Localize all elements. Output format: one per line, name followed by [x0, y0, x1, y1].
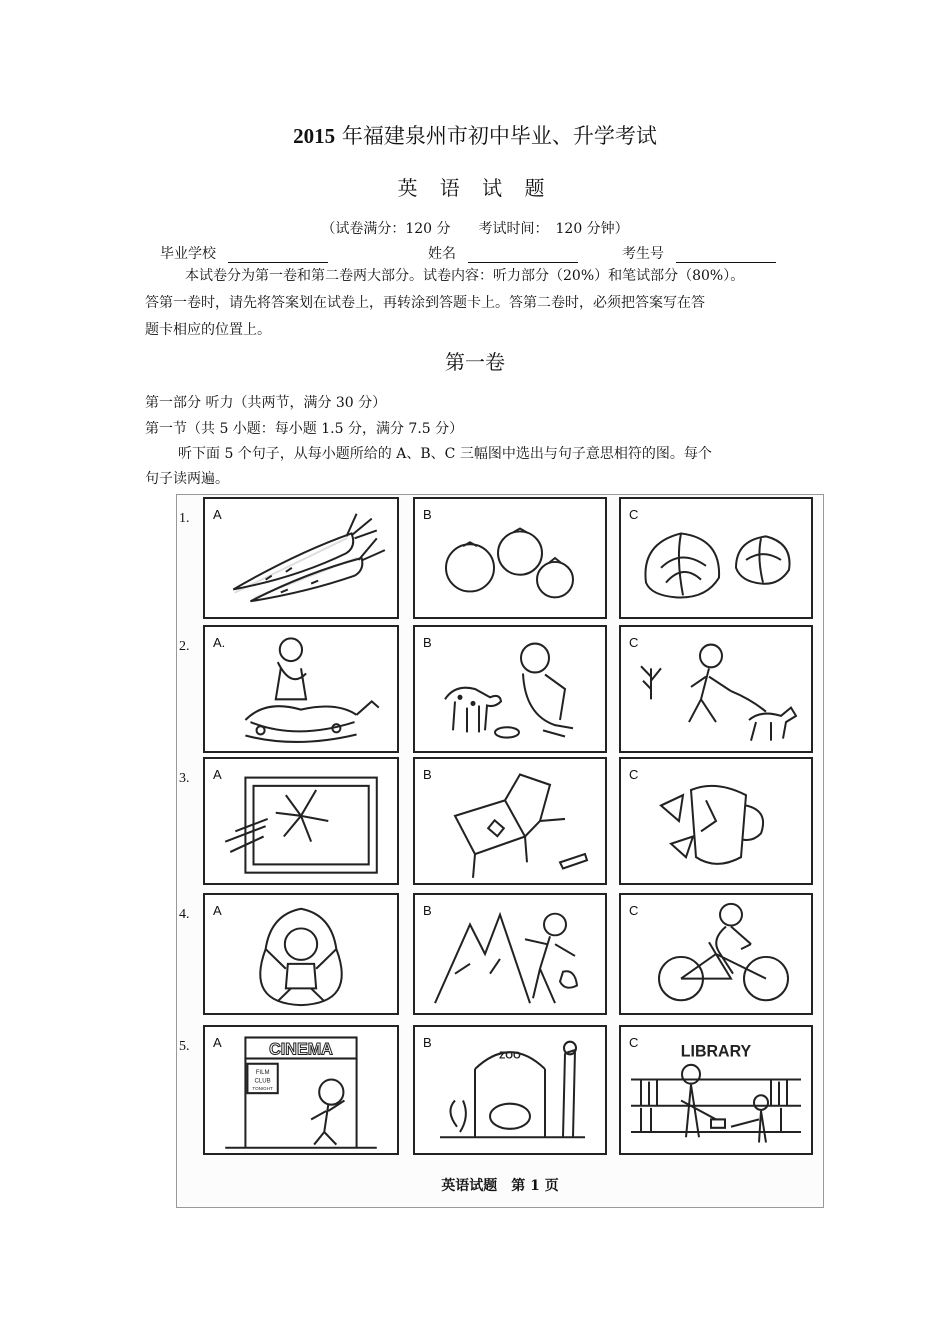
option-picture-a[interactable] — [203, 893, 399, 1015]
broken-chair-icon — [415, 759, 605, 883]
volume-title: 第一卷 — [445, 350, 505, 374]
cabbages-icon — [621, 499, 811, 617]
name-blank[interactable] — [468, 248, 578, 263]
option-letter: C — [629, 507, 639, 522]
zoo-icon — [415, 1027, 605, 1153]
option-letter: C — [629, 767, 639, 782]
option-picture-b[interactable] — [413, 1025, 607, 1155]
question-number: 1. — [179, 511, 190, 526]
boy-feeding-dog-icon — [415, 627, 605, 751]
option-letter: A — [213, 767, 222, 782]
svg-text:CINEMA: CINEMA — [269, 1040, 333, 1059]
listening-pictures — [176, 494, 824, 1208]
exam-info: （试卷满分：120 分 考试时间： 120 分钟） — [321, 221, 629, 237]
page-title — [0, 120, 950, 150]
svg-text:LIBRARY: LIBRARY — [680, 1042, 752, 1061]
intro-line-3: 题卡相应的位置上。 — [145, 322, 271, 338]
option-picture-b[interactable] — [413, 893, 607, 1015]
broken-cup-icon — [621, 759, 811, 883]
option-letter: B — [423, 635, 432, 650]
title-text: 年福建泉州市初中毕业、升学考试 — [335, 124, 657, 148]
option-letter: B — [423, 1035, 432, 1050]
option-picture-c[interactable] — [619, 497, 813, 619]
option-letter: B — [423, 767, 432, 782]
option-letter: A. — [213, 635, 226, 650]
number-label: 考生号 — [622, 246, 664, 262]
svg-text:FILM: FILM — [255, 1069, 270, 1077]
option-letter: C — [629, 635, 639, 650]
option-picture-c[interactable] — [619, 625, 813, 753]
option-letter: C — [629, 903, 639, 918]
number-field — [622, 243, 776, 263]
option-picture-c[interactable] — [619, 757, 813, 885]
option-picture-a[interactable] — [203, 757, 399, 885]
tomatoes-icon — [415, 499, 605, 617]
option-picture-b[interactable] — [413, 497, 607, 619]
name-label: 姓名 — [428, 246, 456, 262]
school-blank[interactable] — [228, 248, 328, 263]
part1-heading: 第一部分 听力（共两节，满分 30 分） — [145, 395, 387, 411]
svg-text:CLUB: CLUB — [254, 1077, 271, 1085]
school-label: 毕业学校 — [160, 246, 216, 262]
title-year: 2015 — [293, 124, 336, 148]
instruction-line-1: 听下面 5 个句子，从每小题所给的 A、B、C 三幅图中选出与句子意思相符的图。每个 — [178, 446, 712, 462]
boy-climbing-mountain-icon — [415, 895, 605, 1013]
option-letter: B — [423, 507, 432, 522]
boy-walking-dog-icon — [621, 627, 811, 751]
option-picture-a[interactable] — [203, 1025, 399, 1155]
girl-skipping-rope-icon — [205, 895, 397, 1013]
option-picture-c[interactable] — [619, 1025, 813, 1155]
instruction-line-2: 句子读两遍。 — [145, 471, 229, 487]
intro-line-2: 答第一卷时，请先将答案划在试卷上，再转涂到答题卡上。答第二卷时，必须把答案写在答 — [145, 295, 705, 311]
option-picture-b[interactable] — [413, 625, 607, 753]
school-field — [160, 243, 328, 263]
page-subtitle: 英 语 试 题 — [397, 176, 553, 200]
option-letter: B — [423, 903, 432, 918]
cinema-icon — [205, 1027, 397, 1153]
number-blank[interactable] — [676, 248, 776, 263]
question-number: 5. — [179, 1039, 190, 1054]
man-riding-bike-icon — [621, 895, 811, 1013]
option-letter: A — [213, 507, 222, 522]
svg-text:ZOO: ZOO — [499, 1050, 521, 1062]
option-picture-a[interactable] — [203, 497, 399, 619]
boy-washing-dog-icon — [205, 627, 397, 751]
option-picture-b[interactable] — [413, 757, 607, 885]
section1-heading: 第一节（共 5 小题：每小题 1.5 分，满分 7.5 分） — [145, 421, 464, 437]
library-icon — [621, 1027, 811, 1153]
option-letter: A — [213, 1035, 222, 1050]
question-number: 2. — [179, 639, 190, 654]
option-picture-a[interactable] — [203, 625, 399, 753]
question-number: 3. — [179, 771, 190, 786]
intro-paragraph — [145, 263, 815, 344]
intro-line-1: 本试卷分为第一卷和第二卷两大部分。试卷内容：听力部分（20%）和笔试部分（80%）。 — [185, 268, 745, 284]
question-number: 4. — [179, 907, 190, 922]
name-field — [428, 243, 578, 263]
svg-text:TONIGHT: TONIGHT — [252, 1085, 273, 1092]
carrots-icon — [205, 499, 397, 617]
option-letter: A — [213, 903, 222, 918]
option-letter: C — [629, 1035, 639, 1050]
page-footer: 英语试题 第 1 页 — [441, 1178, 559, 1194]
broken-window-icon — [205, 759, 397, 883]
option-picture-c[interactable] — [619, 893, 813, 1015]
